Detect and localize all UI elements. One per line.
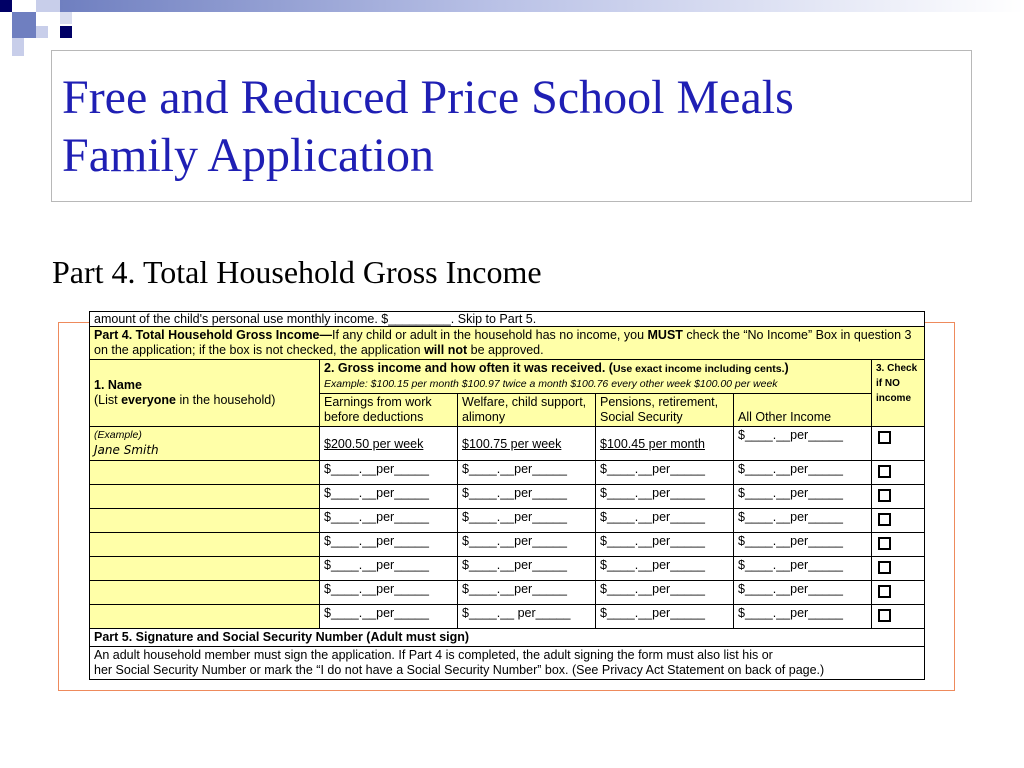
part4-text-2: check the “No Income” Box in question 3 on the application; if the box is not checked, the application	[94, 328, 912, 357]
col2-title-end: )	[784, 361, 789, 375]
income-other-field[interactable]: $____.__per_____	[734, 509, 872, 533]
checkbox-icon[interactable]	[878, 585, 891, 598]
example-name-cell	[90, 427, 320, 461]
income-earnings-field[interactable]: $____.__per_____	[320, 533, 458, 557]
slide-subtitle: Part 4. Total Household Gross Income	[52, 254, 542, 290]
no-income-cell	[872, 485, 925, 509]
income-row	[90, 533, 925, 557]
example-amount-pensions: $100.45 per month	[596, 427, 734, 461]
corner-square	[12, 12, 36, 38]
corner-square	[36, 26, 48, 38]
income-welfare-field[interactable]: $____.__per_____	[458, 533, 596, 557]
top-gradient-bar	[60, 0, 1024, 12]
col2-title: 2. Gross income and how often it was received. (	[324, 361, 613, 375]
part5-body	[90, 647, 925, 680]
checkbox-icon[interactable]	[878, 609, 891, 622]
part4-heading: Part 4. Total Household Gross Income—	[94, 328, 333, 342]
part5-text-2: her Social Security Number or mark the “I do not have a Social Security Number” box. (See Privacy Act Statement on back of page.)	[94, 663, 825, 677]
part4-will-not: will not	[424, 343, 468, 357]
income-row	[90, 581, 925, 605]
no-income-cell	[872, 581, 925, 605]
col1-sub-a: (List	[94, 393, 122, 407]
form-wrap	[89, 311, 924, 680]
col2-header	[320, 360, 872, 394]
example-amount-earnings: $200.50 per week	[320, 427, 458, 461]
no-income-cell	[872, 461, 925, 485]
income-other-field[interactable]: $____.__per_____	[734, 533, 872, 557]
household-member-name-field[interactable]	[90, 461, 320, 485]
part4-header	[90, 327, 925, 360]
part4-must: MUST	[647, 328, 683, 342]
income-pensions-field[interactable]: $____.__per_____	[596, 509, 734, 533]
household-member-name-field[interactable]	[90, 485, 320, 509]
example-name: Jane Smith	[94, 443, 159, 457]
checkbox-icon[interactable]	[878, 465, 891, 478]
col1-title: 1. Name	[94, 378, 142, 392]
household-member-name-field[interactable]	[90, 509, 320, 533]
part5-text-1: An adult household member must sign the application. If Part 4 is completed, the adult signing the form must also list his or	[94, 648, 773, 662]
subheader-earnings: Earnings from work before deductions	[320, 394, 458, 427]
corner-square	[0, 0, 12, 12]
no-income-cell	[872, 533, 925, 557]
blank-rows	[90, 461, 925, 629]
col3-header: 3. Check if NO income	[872, 360, 925, 427]
part5-header	[90, 629, 925, 647]
corner-square	[60, 26, 72, 38]
part4-text-1: If any child or adult in the household has no income, you	[332, 328, 648, 342]
col1-sub-everyone: everyone	[121, 393, 176, 407]
col2-title-small: Use exact income including cents.	[612, 363, 785, 375]
income-other-field[interactable]: $____.__per_____	[734, 605, 872, 629]
checkbox-icon[interactable]	[878, 513, 891, 526]
checkbox-icon[interactable]	[878, 431, 891, 444]
household-member-name-field[interactable]	[90, 533, 320, 557]
subheader-pensions: Pensions, retirement, Social Security	[596, 394, 734, 427]
income-pensions-field[interactable]: $____.__per_____	[596, 533, 734, 557]
income-welfare-field[interactable]: $____.__per_____	[458, 485, 596, 509]
top-partial-text: amount of the child's personal use monthly income. $_________. Skip to Part 5.	[94, 312, 537, 326]
example-no-income-cell	[872, 427, 925, 461]
subheader-other: All Other Income	[734, 394, 872, 427]
col1-sub-b: in the household)	[176, 393, 276, 407]
income-earnings-field[interactable]: $____.__per_____	[320, 461, 458, 485]
income-other-field[interactable]: $____.__per_____	[734, 461, 872, 485]
no-income-cell	[872, 557, 925, 581]
household-member-name-field[interactable]	[90, 605, 320, 629]
checkbox-icon[interactable]	[878, 537, 891, 550]
income-row	[90, 461, 925, 485]
income-form-table	[89, 311, 925, 680]
income-earnings-field[interactable]: $____.__per_____	[320, 485, 458, 509]
income-welfare-field[interactable]: $____.__per_____	[458, 509, 596, 533]
income-pensions-field[interactable]: $____.__per_____	[596, 605, 734, 629]
example-label: (Example)	[94, 429, 142, 441]
corner-square	[60, 12, 72, 24]
checkbox-icon[interactable]	[878, 561, 891, 574]
income-welfare-field[interactable]: $____.__per_____	[458, 581, 596, 605]
no-income-cell	[872, 605, 925, 629]
income-other-field[interactable]: $____.__per_____	[734, 557, 872, 581]
income-other-field[interactable]: $____.__per_____	[734, 485, 872, 509]
no-income-cell	[872, 509, 925, 533]
part4-text-3: be approved.	[467, 343, 544, 357]
income-welfare-field[interactable]: $____.__ per_____	[458, 605, 596, 629]
income-welfare-field[interactable]: $____.__per_____	[458, 461, 596, 485]
income-earnings-field[interactable]: $____.__per_____	[320, 557, 458, 581]
part5-title: Part 5. Signature and Social Security Number (Adult must sign)	[94, 630, 470, 644]
income-welfare-field[interactable]: $____.__per_____	[458, 557, 596, 581]
income-earnings-field[interactable]: $____.__per_____	[320, 509, 458, 533]
col2-example: Example: $100.15 per month $100.97 twice a month $100.76 every other week $100.00 per week	[324, 378, 778, 390]
checkbox-icon[interactable]	[878, 489, 891, 502]
col1-header	[90, 360, 320, 427]
income-pensions-field[interactable]: $____.__per_____	[596, 461, 734, 485]
income-row	[90, 605, 925, 629]
income-row	[90, 509, 925, 533]
income-other-field[interactable]: $____.__per_____	[734, 581, 872, 605]
income-pensions-field[interactable]: $____.__per_____	[596, 557, 734, 581]
income-row	[90, 485, 925, 509]
income-earnings-field[interactable]: $____.__per_____	[320, 605, 458, 629]
example-amount-welfare: $100.75 per week	[458, 427, 596, 461]
income-row	[90, 557, 925, 581]
household-member-name-field[interactable]	[90, 581, 320, 605]
slide-title-line-2: Family Application	[62, 129, 434, 182]
corner-square	[36, 0, 60, 12]
title-box	[51, 50, 972, 202]
household-member-name-field[interactable]	[90, 557, 320, 581]
form-image-frame	[58, 312, 955, 691]
income-pensions-field[interactable]: $____.__per_____	[596, 581, 734, 605]
income-pensions-field[interactable]: $____.__per_____	[596, 485, 734, 509]
income-earnings-field[interactable]: $____.__per_____	[320, 581, 458, 605]
example-amount-other: $____.__per_____	[734, 427, 872, 461]
top-partial-row	[90, 312, 925, 327]
corner-square	[12, 38, 24, 56]
slide-title-line-1: Free and Reduced Price School Meals	[62, 71, 794, 124]
slide-title	[62, 69, 794, 185]
subheader-welfare: Welfare, child support, alimony	[458, 394, 596, 427]
